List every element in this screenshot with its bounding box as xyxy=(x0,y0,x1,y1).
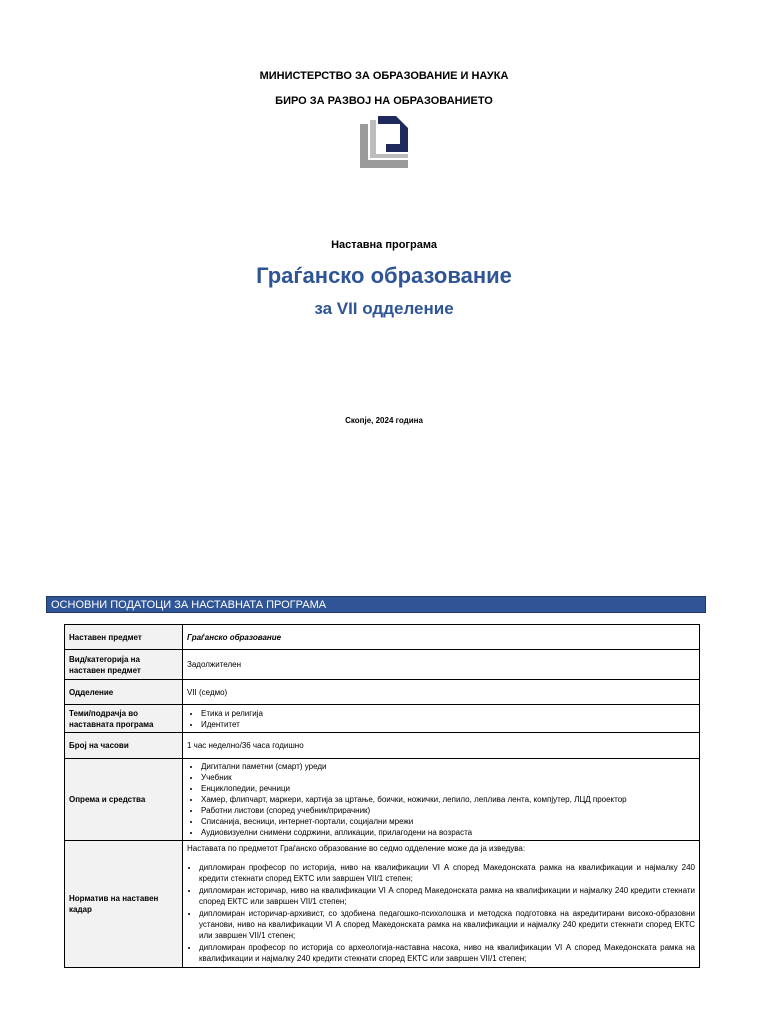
list-item: • дипломиран историчар, ниво на квалификации VI А според Македонската рамка на квалификации и најмалку 240 кредити стекнати според ЕКТС или завршен VII/1 степен; xyxy=(199,885,695,907)
topics-cell xyxy=(183,705,700,733)
list-item: • Дигитални паметни (смарт) уреди xyxy=(201,761,695,772)
grade-label: Одделение xyxy=(65,680,183,705)
list-item: • Етика и религија xyxy=(201,708,695,719)
table-row xyxy=(65,625,700,650)
topics-label: Теми/подрачја во наставната програма xyxy=(65,705,183,733)
staff-cell xyxy=(183,841,700,968)
table-row xyxy=(65,680,700,705)
equipment-list xyxy=(187,761,695,838)
table-row xyxy=(65,650,700,680)
list-item: • Аудиовизуелни снимени содржини, апликации, прилагодени на возраста xyxy=(201,827,695,838)
staff-list xyxy=(187,862,695,964)
list-item: • дипломиран професор по историја со археологија-наставна насока, ниво на квалификации VI А според Македонската рамка на квалификации и најмалку 240 кредити стекнати според ЕКТС или завршен VII/1 степен; xyxy=(199,942,695,964)
list-item: • Работни листови (според учебник/прирачник) xyxy=(201,805,695,816)
list-item: • Енциклопедии, речници xyxy=(201,783,695,794)
table-row xyxy=(65,841,700,968)
category-value: Задолжителен xyxy=(183,650,700,680)
document-title: Граѓанско образование xyxy=(256,263,512,288)
subject-value: Граѓанско образование xyxy=(183,625,700,650)
staff-label: Норматив на наставен кадар xyxy=(65,841,183,968)
program-info-table xyxy=(64,624,700,968)
table-row xyxy=(65,733,700,759)
bureau-logo-icon xyxy=(356,114,412,170)
ministry-name: МИНИСТЕРСТВО ЗА ОБРАЗОВАНИЕ И НАУКА xyxy=(259,70,509,82)
section-title-bar: ОСНОВНИ ПОДАТОЦИ ЗА НАСТАВНАТА ПРОГРАМА xyxy=(46,596,706,613)
equipment-cell xyxy=(183,759,700,841)
grade-subtitle: за VII одделение xyxy=(314,299,454,318)
list-item: • Учебник xyxy=(201,772,695,783)
table-row xyxy=(65,705,700,733)
hours-value: 1 час неделно/36 часа годишно xyxy=(183,733,700,759)
topics-list xyxy=(187,708,695,730)
table-row xyxy=(65,759,700,841)
hours-label: Број на часови xyxy=(65,733,183,759)
program-label: Наставна програма xyxy=(331,239,437,251)
place-year: Скопје, 2024 година xyxy=(345,416,423,425)
bureau-name: БИРО ЗА РАЗВОЈ НА ОБРАЗОВАНИЕТО xyxy=(275,95,493,107)
subject-label: Наставен предмет xyxy=(65,625,183,650)
equipment-label: Опрема и средства xyxy=(65,759,183,841)
grade-value: VII (седмо) xyxy=(183,680,700,705)
staff-intro: Наставата по предметот Граѓанско образование во седмо одделение може да ја изведува: xyxy=(187,844,526,853)
list-item: • Хамер, флипчарт, маркери, хартија за цртање, боички, ножички, лепило, леплива лента, компјутер, ЛЦД проектор xyxy=(201,794,695,805)
list-item: • дипломиран историчар-архивист, со здобиена педагошко-психолошка и методска подготовка на акредитирани високо-образовни установи, ниво на квалификации VI А според Македонската рамка на квалификации и најмалку 240 кредити стекнати според ЕКТС или завршен VII/1 степен; xyxy=(199,908,695,941)
list-item: • Списанија, весници, интернет-портали, социјални мрежи xyxy=(201,816,695,827)
list-item: • дипломиран професор по историја, ниво на квалификации VI А според Македонската рамка на квалификации и најмалку 240 кредити стекнати според ЕКТС или завршен VII/1 степен; xyxy=(199,862,695,884)
category-label: Вид/категорија на наставен предмет xyxy=(65,650,183,680)
list-item: • Идентитет xyxy=(201,719,695,730)
